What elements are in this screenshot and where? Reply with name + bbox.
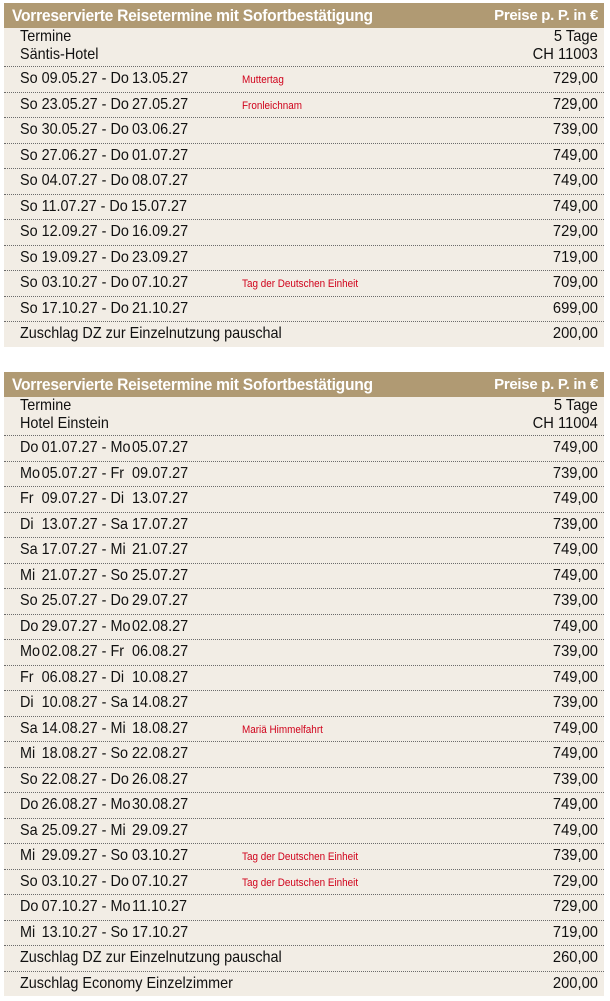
table-row	[4, 793, 604, 819]
price: 719,00	[552, 248, 598, 266]
end-weekday: Fr	[110, 643, 125, 660]
date-separator: -	[97, 274, 111, 291]
table-row	[4, 666, 604, 692]
table-row	[4, 870, 604, 896]
table-row	[4, 538, 604, 564]
start-date: 03.10.27	[41, 872, 98, 890]
date-separator: -	[97, 464, 111, 482]
start-weekday: Do	[20, 439, 39, 456]
start-weekday: So	[20, 172, 38, 189]
start-weekday: Fr	[20, 668, 34, 686]
end-date: 17.07.27	[132, 515, 189, 533]
date-range	[20, 169, 188, 193]
end-date: 29.07.27	[132, 592, 189, 609]
end-weekday: Do	[110, 95, 129, 113]
end-weekday: So	[110, 923, 129, 941]
price: 729,00	[552, 872, 598, 890]
start-date: 11.07.27	[41, 197, 97, 215]
end-weekday: So	[110, 745, 129, 762]
end-weekday: Sa	[110, 515, 129, 533]
end-date: 16.09.27	[132, 223, 189, 240]
surcharge-row	[4, 322, 604, 347]
end-date: 09.07.27	[132, 464, 189, 482]
price: 729,00	[552, 70, 598, 87]
date-separator: -	[97, 694, 111, 711]
start-date: 17.10.27	[41, 299, 98, 317]
start-date: 01.07.27	[41, 439, 98, 456]
table-row	[4, 144, 604, 170]
start-weekday: Sa	[20, 541, 38, 558]
start-date: 30.05.27	[41, 121, 98, 138]
price: 709,00	[552, 274, 598, 291]
end-weekday: Do	[110, 274, 129, 291]
surcharge-label: Zuschlag DZ zur Einzelnutzung pauschal	[20, 949, 282, 966]
end-date: 07.10.27	[132, 872, 189, 890]
table-row	[4, 742, 604, 768]
date-separator: -	[97, 70, 111, 87]
start-weekday: Mo	[20, 643, 41, 660]
surcharge-price: 260,00	[552, 949, 598, 966]
start-date: 13.10.27	[41, 923, 98, 941]
date-range	[20, 436, 188, 460]
price: 739,00	[552, 643, 598, 660]
end-weekday: Di	[110, 668, 125, 686]
table-header	[4, 372, 604, 397]
duration-label: 5 Tage	[554, 397, 598, 414]
end-weekday: Do	[110, 172, 129, 189]
price: 739,00	[552, 694, 598, 711]
date-separator: -	[97, 566, 111, 584]
start-date: 12.09.27	[41, 223, 98, 240]
date-separator: -	[97, 617, 111, 635]
end-date: 13.07.27	[132, 490, 189, 507]
table-row	[4, 589, 604, 615]
start-date: 26.08.27	[41, 796, 98, 813]
end-date: 02.08.27	[132, 617, 189, 635]
start-weekday: Sa	[20, 719, 38, 737]
start-date: 04.07.27	[41, 172, 98, 189]
column-header-row	[4, 28, 604, 46]
end-date: 21.10.27	[132, 299, 189, 317]
end-weekday: Mi	[110, 821, 126, 839]
date-range	[20, 666, 188, 690]
date-range	[20, 487, 188, 511]
date-separator: -	[97, 770, 111, 788]
start-date: 27.06.27	[41, 146, 98, 164]
start-date: 05.07.27	[41, 464, 98, 482]
date-range	[20, 793, 188, 817]
price: 729,00	[552, 898, 598, 915]
end-date: 05.07.27	[132, 439, 189, 456]
date-separator: -	[97, 668, 111, 686]
start-date: 29.07.27	[41, 617, 98, 635]
price: 739,00	[552, 515, 598, 533]
end-date: 08.07.27	[132, 172, 189, 189]
holiday-note: Mariä Himmelfahrt	[242, 723, 323, 736]
price: 749,00	[552, 745, 598, 762]
date-range	[20, 144, 188, 168]
start-weekday: Fr	[20, 490, 34, 507]
start-date: 03.10.27	[41, 274, 98, 291]
date-range	[20, 768, 188, 792]
table-row	[4, 297, 604, 323]
end-weekday: Do	[110, 70, 129, 87]
price: 749,00	[552, 541, 598, 558]
surcharge-label: Zuschlag DZ zur Einzelnutzung pauschal	[20, 325, 282, 342]
end-date: 26.08.27	[132, 770, 189, 788]
start-weekday: So	[20, 248, 38, 266]
price: 719,00	[552, 923, 598, 941]
table-row	[4, 768, 604, 794]
end-date: 15.07.27	[130, 197, 188, 215]
start-weekday: So	[20, 770, 38, 788]
end-weekday: Mo	[110, 617, 131, 635]
end-date: 14.08.27	[132, 694, 189, 711]
start-weekday: Di	[20, 694, 34, 711]
date-separator: -	[97, 121, 111, 138]
date-separator: -	[97, 898, 111, 915]
surcharge-label: Zuschlag Economy Einzelzimmer	[20, 974, 233, 992]
date-range	[20, 615, 188, 639]
end-date: 07.10.27	[132, 274, 189, 291]
table-header-title: Vorreservierte Reisetermine mit Sofortbestätigung	[12, 375, 373, 394]
hotel-row	[4, 415, 604, 436]
start-date: 17.07.27	[41, 541, 98, 558]
end-date: 21.07.27	[132, 541, 189, 558]
date-range	[20, 589, 188, 613]
start-weekday: So	[20, 121, 38, 138]
date-separator: -	[97, 796, 111, 813]
table-header-title: Vorreservierte Reisetermine mit Sofortbestätigung	[12, 6, 373, 25]
table-row	[4, 844, 604, 870]
surcharge-row	[4, 946, 604, 972]
end-date: 17.10.27	[132, 923, 189, 941]
start-date: 21.07.27	[41, 566, 98, 584]
start-date: 07.10.27	[41, 898, 98, 915]
date-separator: -	[97, 745, 111, 762]
end-date: 10.08.27	[132, 668, 189, 686]
start-weekday: Mi	[20, 566, 36, 584]
start-date: 02.08.27	[41, 643, 98, 660]
table-row	[4, 564, 604, 590]
date-range	[20, 895, 187, 919]
date-separator: -	[97, 439, 111, 456]
price: 749,00	[552, 719, 598, 737]
end-weekday: Do	[110, 121, 129, 138]
start-date: 10.08.27	[41, 694, 98, 711]
end-weekday: Do	[110, 146, 129, 164]
date-range	[20, 538, 188, 562]
start-weekday: Do	[20, 617, 39, 635]
price: 749,00	[552, 172, 598, 189]
end-weekday: Mo	[110, 898, 131, 915]
end-weekday: So	[110, 566, 129, 584]
hotel-name: Säntis-Hotel	[20, 46, 99, 63]
start-weekday: Mi	[20, 847, 36, 864]
end-weekday: Do	[110, 592, 129, 609]
date-range	[20, 691, 188, 715]
end-date: 01.07.27	[132, 146, 189, 164]
end-weekday: Mi	[110, 541, 126, 558]
date-range	[20, 870, 188, 894]
start-date: 18.08.27	[41, 745, 98, 762]
start-weekday: So	[20, 299, 38, 317]
date-separator: -	[97, 172, 111, 189]
table-row	[4, 895, 604, 921]
date-range	[20, 921, 188, 945]
end-date: 22.08.27	[132, 745, 189, 762]
date-separator: -	[97, 515, 111, 533]
start-date: 23.05.27	[41, 95, 98, 113]
table-row	[4, 717, 604, 743]
date-range	[20, 462, 188, 486]
table-row	[4, 615, 604, 641]
surcharge-rows	[4, 946, 604, 996]
start-weekday: Sa	[20, 821, 38, 839]
date-separator: -	[97, 847, 111, 864]
end-weekday: Do	[110, 770, 129, 788]
table-row	[4, 118, 604, 144]
date-separator: -	[97, 490, 111, 507]
table-row	[4, 921, 604, 947]
date-separator: -	[97, 923, 111, 941]
end-weekday: Mo	[110, 439, 131, 456]
table-header-price-label: Preise p. P. in €	[494, 376, 598, 393]
hotel-row	[4, 46, 604, 67]
surcharge-price: 200,00	[552, 974, 598, 992]
end-weekday: Do	[110, 248, 129, 266]
date-separator: -	[97, 719, 111, 737]
start-weekday: So	[20, 197, 38, 215]
end-date: 23.09.27	[132, 248, 189, 266]
start-weekday: So	[20, 592, 38, 609]
start-date: 29.09.27	[41, 847, 98, 864]
table-row	[4, 220, 604, 246]
end-weekday: Mo	[110, 796, 131, 813]
date-rows	[4, 67, 604, 322]
price: 739,00	[552, 464, 598, 482]
price: 749,00	[552, 490, 598, 507]
end-weekday: Do	[110, 223, 129, 240]
start-date: 13.07.27	[41, 515, 98, 533]
table-header-price-label: Preise p. P. in €	[494, 7, 598, 24]
start-weekday: Di	[20, 515, 34, 533]
tour-code: CH 11003	[532, 46, 598, 63]
table-row	[4, 67, 604, 93]
table-row	[4, 691, 604, 717]
end-weekday: Mi	[110, 719, 126, 737]
date-range	[20, 93, 188, 117]
duration-label: 5 Tage	[554, 28, 598, 45]
table-row	[4, 640, 604, 666]
date-separator: -	[97, 146, 111, 164]
price: 749,00	[552, 146, 598, 164]
price: 699,00	[552, 299, 598, 317]
end-date: 30.08.27	[132, 796, 189, 813]
date-separator: -	[97, 872, 111, 890]
start-weekday: Do	[20, 796, 39, 813]
date-range	[20, 195, 187, 219]
start-weekday: So	[20, 872, 38, 890]
date-separator: -	[97, 223, 111, 240]
end-date: 03.10.27	[132, 847, 189, 864]
price: 729,00	[552, 95, 598, 113]
end-date: 25.07.27	[132, 566, 189, 584]
start-date: 22.08.27	[41, 770, 98, 788]
date-separator: -	[97, 95, 111, 113]
date-range	[20, 513, 188, 537]
price: 749,00	[552, 617, 598, 635]
end-date: 13.05.27	[132, 70, 189, 87]
table-row	[4, 819, 604, 845]
holiday-note: Tag der Deutschen Einheit	[242, 278, 359, 290]
column-header-row	[4, 397, 604, 415]
table-row	[4, 169, 604, 195]
price: 749,00	[552, 439, 598, 456]
end-date: 18.08.27	[132, 719, 189, 737]
hotel-name: Hotel Einstein	[20, 415, 109, 432]
date-separator: -	[96, 197, 110, 215]
price: 749,00	[552, 566, 598, 584]
date-separator: -	[97, 643, 111, 660]
price: 739,00	[552, 592, 598, 609]
date-separator: -	[97, 299, 111, 317]
end-date: 29.09.27	[132, 821, 189, 839]
end-weekday: Do	[110, 872, 129, 890]
price-table-einstein	[4, 372, 604, 996]
date-range	[20, 564, 188, 588]
price: 739,00	[552, 121, 598, 138]
date-range	[20, 67, 188, 91]
end-weekday: Do	[110, 299, 129, 317]
date-separator: -	[97, 541, 111, 558]
date-range	[20, 717, 188, 741]
date-range	[20, 844, 188, 868]
end-date: 06.08.27	[132, 643, 189, 660]
date-range	[20, 246, 188, 270]
table-row	[4, 436, 604, 462]
start-weekday: So	[20, 146, 38, 164]
date-separator: -	[97, 248, 111, 266]
table-row	[4, 462, 604, 488]
price: 739,00	[552, 770, 598, 788]
start-weekday: So	[20, 95, 38, 113]
end-weekday: Fr	[110, 464, 125, 482]
start-weekday: Mi	[20, 923, 36, 941]
surcharge-price: 200,00	[552, 325, 598, 342]
table-row	[4, 513, 604, 539]
price: 749,00	[552, 796, 598, 813]
start-weekday: Do	[20, 898, 39, 915]
date-range	[20, 220, 188, 244]
start-date: 14.08.27	[41, 719, 98, 737]
end-date: 27.05.27	[132, 95, 189, 113]
date-separator: -	[97, 592, 111, 609]
surcharge-rows	[4, 322, 604, 347]
holiday-note: Tag der Deutschen Einheit	[242, 876, 359, 889]
start-weekday: Mi	[20, 745, 36, 762]
date-range	[20, 271, 188, 295]
date-range	[20, 118, 188, 142]
holiday-note: Tag der Deutschen Einheit	[242, 851, 359, 863]
start-date: 06.08.27	[41, 668, 98, 686]
column-label: Termine	[20, 397, 72, 414]
date-separator: -	[97, 821, 111, 839]
start-weekday: So	[20, 70, 38, 87]
tour-code: CH 11004	[532, 415, 598, 432]
end-weekday: Sa	[110, 694, 129, 711]
end-weekday: Di	[110, 490, 125, 507]
end-weekday: Do	[109, 197, 128, 215]
start-date: 19.09.27	[41, 248, 98, 266]
end-weekday: So	[110, 847, 129, 864]
date-range	[20, 742, 188, 766]
table-row	[4, 487, 604, 513]
start-date: 09.05.27	[41, 70, 98, 87]
table-header	[4, 3, 604, 28]
holiday-note: Fronleichnam	[242, 99, 302, 112]
date-range	[20, 640, 188, 664]
start-date: 09.07.27	[41, 490, 98, 507]
start-weekday: So	[20, 223, 38, 240]
table-row	[4, 246, 604, 272]
column-label: Termine	[20, 28, 72, 45]
price: 749,00	[552, 668, 598, 686]
start-weekday: So	[20, 274, 38, 291]
date-range	[20, 297, 188, 321]
start-date: 25.09.27	[41, 821, 98, 839]
surcharge-row	[4, 972, 604, 997]
price: 729,00	[552, 223, 598, 240]
table-row	[4, 93, 604, 119]
holiday-note: Muttertag	[242, 74, 284, 86]
date-range	[20, 819, 188, 843]
start-date: 25.07.27	[41, 592, 98, 609]
price: 739,00	[552, 847, 598, 864]
price: 749,00	[552, 821, 598, 839]
table-row	[4, 271, 604, 297]
end-date: 11.10.27	[132, 898, 188, 915]
table-row	[4, 195, 604, 221]
end-date: 03.06.27	[132, 121, 189, 138]
start-weekday: Mo	[20, 464, 41, 482]
date-rows	[4, 436, 604, 946]
price-table-saentis	[4, 3, 604, 347]
price: 749,00	[552, 197, 598, 215]
